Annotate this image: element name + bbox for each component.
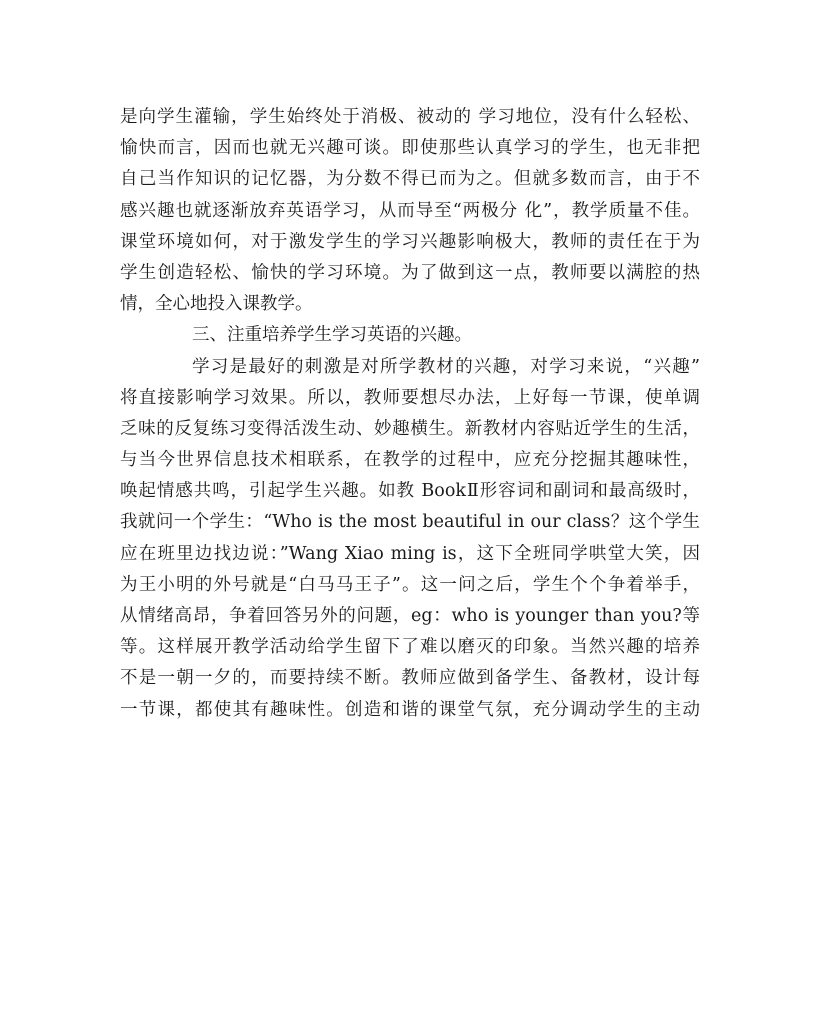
body-text <box>120 102 700 726</box>
text-line: 是向学生灌输，学生始终处于消极、被动的 学习地位，没有什么轻松、 <box>120 107 700 127</box>
text-line: 感兴趣也就逐渐放弃英语学习，从而导至“两极分 化”，教学质量不佳。 <box>120 200 700 221</box>
section-heading: 三、注重培养学生学习英语的兴趣。 <box>192 325 472 346</box>
text-line: 应在班里边找边说：”Wang Xiao ming is，这下全班同学哄堂大笑，因 <box>120 543 700 564</box>
text-line: 情，全心地投入课教学。 <box>120 294 313 315</box>
text-line: 将直接影响学习效果。所以，教师要想尽办法，上好每一节课，使单调 <box>120 387 700 408</box>
text-line: 等。这样展开教学活动给学生留下了难以磨灭的印象。当然兴趣的培养 <box>120 637 700 658</box>
text-line: 唤起情感共鸣，引起学生兴趣。如教 BookⅡ形容词和副词和最高级时， <box>120 481 700 502</box>
text-line: 从情绪高昂，争着回答另外的问题，eg：who is younger than you?等 <box>120 606 700 626</box>
text-line: 愉快而言，因而也就无兴趣可谈。即使那些认真学习的学生，也无非把 <box>120 138 700 159</box>
text-line: 自己当作知识的记忆器，为分数不得已而为之。但就多数而言，由于不 <box>120 169 700 190</box>
text-line: 学生创造轻松、愉快的学习环境。为了做到这一点，教师要以满腔的热 <box>120 262 700 283</box>
text-line: 乏味的反复练习变得活泼生动、妙趣横生。新教材内容贴近学生的生活， <box>120 418 700 439</box>
text-line: 我就问一个学生：“Who is the most beautiful in our class？这个学生 <box>120 512 700 533</box>
text-line: 为王小明的外号就是“白马马王子”。这一问之后，学生个个争着举手， <box>120 574 700 595</box>
text-line: 不是一朝一夕的，而要持续不断。教师应做到备学生、备教材，设计每 <box>120 668 700 689</box>
text-line: 一节课，都使其有趣味性。创造和谐的课堂气氛，充分调动学生的主动 <box>120 699 700 720</box>
paragraph-first-line: 学习是最好的刺激是对所学教材的兴趣，对学习来说，“兴趣” <box>192 356 700 377</box>
text-line: 与当今世界信息技术相联系，在教学的过程中，应充分挖掘其趣味性， <box>120 450 700 471</box>
text-line: 课堂环境如何，对于激发学生的学习兴趣影响极大，教师的责任在于为 <box>120 231 700 252</box>
